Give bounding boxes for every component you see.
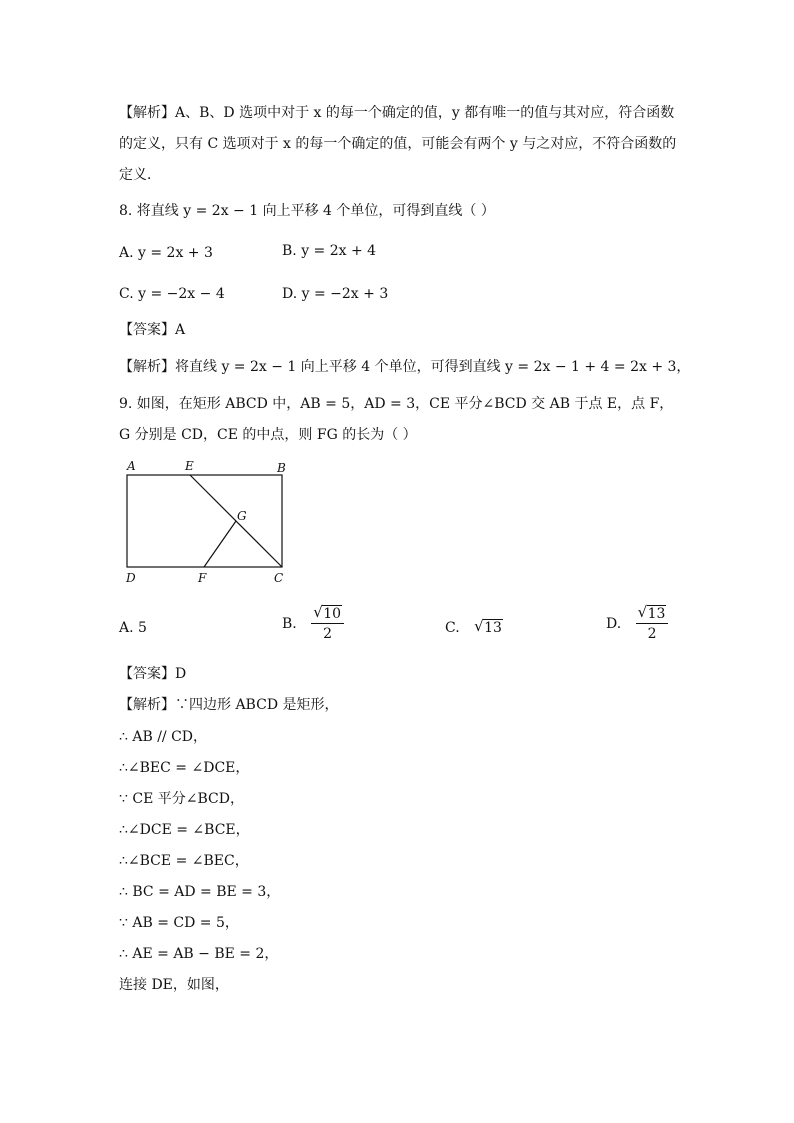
q8-stem: 8. 将直线 y = 2x − 1 向上平移 4 个单位，可得到直线（ ） bbox=[119, 203, 495, 219]
label-a: A bbox=[127, 459, 136, 473]
analysis-tag: 【解析】 bbox=[119, 697, 175, 713]
q9-option-d: D. √ $\frac{13}{2}$ bbox=[606, 606, 668, 642]
q9-analysis-step-4: ∴∠DCE = ∠BCE， bbox=[119, 822, 250, 838]
label-d: D bbox=[126, 571, 136, 585]
q9-option-b: B. √ $\frac{10}{2}$ bbox=[282, 606, 344, 642]
q9-analysis-step-0: 【解析】∵四边形 ABCD 是矩形， bbox=[119, 697, 339, 713]
q7-analysis-line3: 定义． bbox=[119, 167, 161, 183]
q8-analysis: 【解析】将直线 y = 2x − 1 向上平移 4 个单位，可得到直线 y = 2x − 1 + 4 = 2x + 3， bbox=[119, 359, 691, 375]
analysis-tag: 【解析】 bbox=[119, 105, 175, 121]
q8-option-d: D. y = −2x + 3 bbox=[282, 286, 389, 302]
label-b: B bbox=[277, 461, 286, 475]
q9-analysis-step-9: 连接 DE，如图， bbox=[119, 977, 229, 993]
q8-option-a: A. y = 2x + 3 bbox=[119, 245, 213, 261]
q7-analysis bbox=[119, 98, 679, 191]
q8-option-b: B. y = 2x + 4 bbox=[282, 243, 377, 259]
q8-option-c: C. y = −2x − 4 bbox=[119, 286, 225, 302]
label-e: E bbox=[185, 459, 194, 473]
q9-analysis-step-2: ∴∠BEC = ∠DCE， bbox=[119, 760, 250, 776]
fraction-sqrt10-over-2: √ $\frac{10}{2}$ bbox=[311, 606, 344, 642]
q7-analysis-line2: 的定义，只有 C 选项对于 x 的每一个确定的值，可能会有两个 y 与之对应，不符合函数的 bbox=[119, 136, 677, 152]
sqrt-13: √ 13 bbox=[474, 618, 503, 638]
answer-tag: 【答案】 bbox=[119, 666, 175, 682]
q9-analysis-step-1: ∴ AB // CD， bbox=[119, 729, 208, 745]
fraction-sqrt13-over-2: √ $\frac{13}{2}$ bbox=[636, 606, 669, 642]
analysis-tag: 【解析】 bbox=[119, 359, 175, 375]
label-f: F bbox=[198, 571, 207, 585]
q9-analysis-step-6: ∴ BC = AD = BE = 3， bbox=[119, 884, 281, 900]
q9-analysis-step-8: ∴ AE = AB − BE = 2， bbox=[119, 946, 279, 962]
q7-analysis-line1: 【解析】A、B、D 选项中对于 x 的每一个确定的值，y 都有唯一的值与其对应，符合函数 bbox=[119, 105, 675, 121]
q8-answer: 【答案】A bbox=[119, 322, 186, 338]
q9-stem-line1: 9. 如图，在矩形 ABCD 中，AB = 5，AD = 3，CE 平分∠BCD 交 AB 于点 E，点 F， bbox=[119, 396, 674, 412]
q9-analysis-step-7: ∵ AB = CD = 5， bbox=[119, 915, 239, 931]
label-g: G bbox=[237, 509, 247, 523]
segment-fg bbox=[204, 521, 236, 567]
q9-stem-line2: G 分别是 CD，CE 的中点，则 FG 的长为（ ） bbox=[119, 427, 417, 443]
rectangle-figure bbox=[119, 458, 299, 586]
q9-option-a: A. 5 bbox=[119, 620, 147, 636]
answer-tag: 【答案】 bbox=[119, 322, 175, 338]
q9-answer: 【答案】D bbox=[119, 666, 187, 682]
q9-option-c: C. √ 13 bbox=[445, 618, 503, 638]
label-c: C bbox=[274, 571, 284, 585]
q9-analysis-step-5: ∴∠BCE = ∠BEC， bbox=[119, 853, 249, 869]
q9-analysis-step-3: ∵ CE 平分∠BCD， bbox=[119, 791, 244, 807]
